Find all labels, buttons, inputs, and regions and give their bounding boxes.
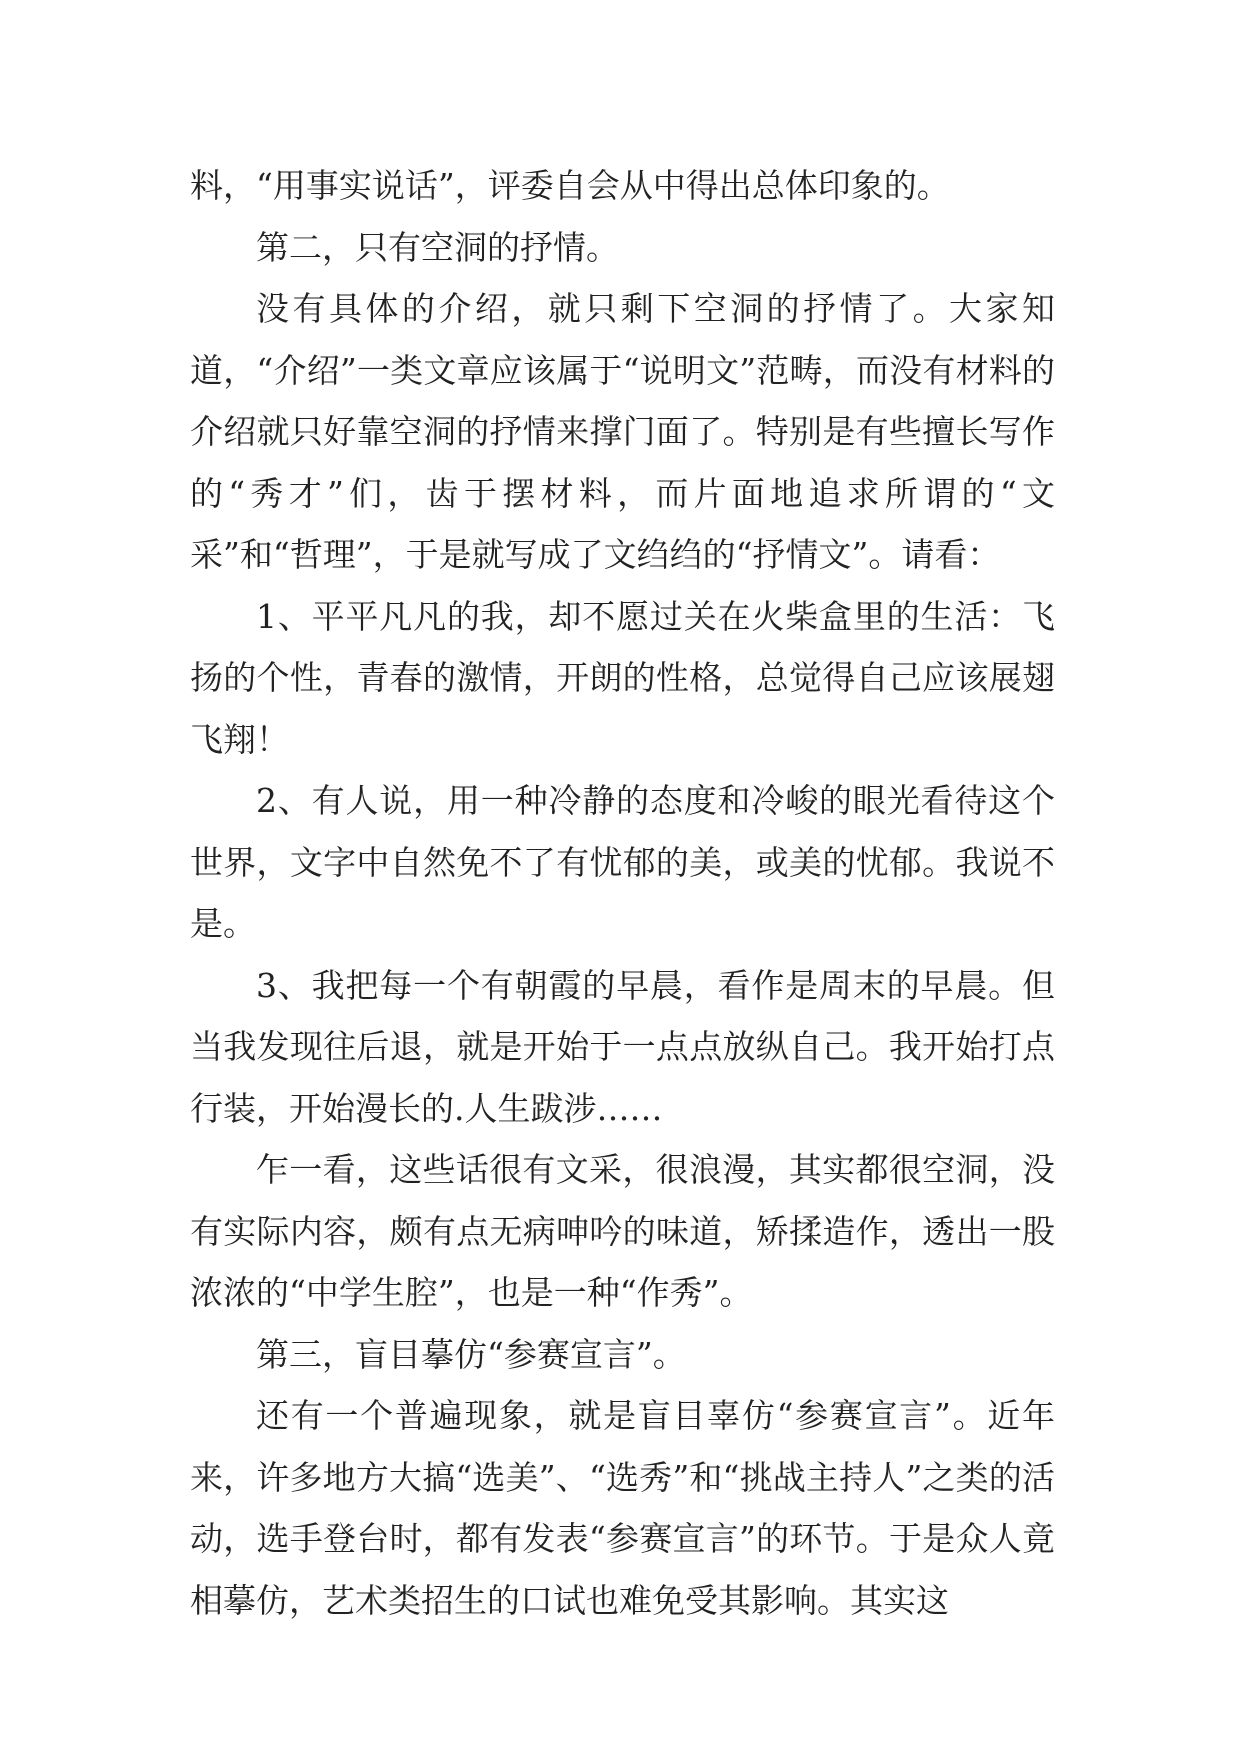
paragraph-6-example-3: 3、我把每一个有朝霞的早晨，看作是周末的早晨。但当我发现往后退，就是开始于一点点放纵自己。我开始打点行装，开始漫长的.人生跋涉…… (190, 965, 1055, 1128)
paragraph-5-example-2: 2、有人说，用一种冷静的态度和冷峻的眼光看待这个世界，文字中自然免不了有忧郁的美，或美的忧郁。我说不是。 (190, 781, 1055, 943)
paragraph-9: 还有一个普遍现象，就是盲目辜仿“参赛宣言”。近年来，许多地方大搞“选美”、“选秀”和“挑战主持人”之类的活动，选手登台时，都有发表“参赛宣言”的环节。于是众人竟相摹仿，艺术类招生的口试也难免受其影响。其实这 (190, 1396, 1055, 1620)
document-body (190, 155, 1055, 1631)
paragraph-1: 料，“用事实说话”，评委自会从中得出总体印象的。 (190, 166, 950, 205)
paragraph-2-heading: 第二，只有空洞的抒情。 (256, 227, 619, 267)
paragraph-4-example-1: 1、平平凡凡的我，却不愿过关在火柴盒里的生活：飞扬的个性，青春的激情，开朗的性格，总觉得自己应该展翅飞翔！ (190, 596, 1055, 759)
paragraph-3: 没有具体的介绍，就只剩下空洞的抒情了。大家知道，“介绍”一类文章应该属于“说明文”范畴，而没有材料的介绍就只好靠空洞的抒情来撑门面了。特别是有些擅长写作的“秀才”们，齿于摆材料，而片面地追求所谓的“文采”和“哲理”，于是就写成了文绉绉的“抒情文”。请看： (190, 289, 1055, 574)
paragraph-7: 乍一看，这些话很有文采，很浪漫，其实都很空洞，没有实际内容，颇有点无病呻吟的味道，矫揉造作，透出一股浓浓的“中学生腔”，也是一种“作秀”。 (190, 1150, 1055, 1312)
paragraph-8-heading: 第三，盲目摹仿“参赛宣言”。 (256, 1334, 686, 1374)
